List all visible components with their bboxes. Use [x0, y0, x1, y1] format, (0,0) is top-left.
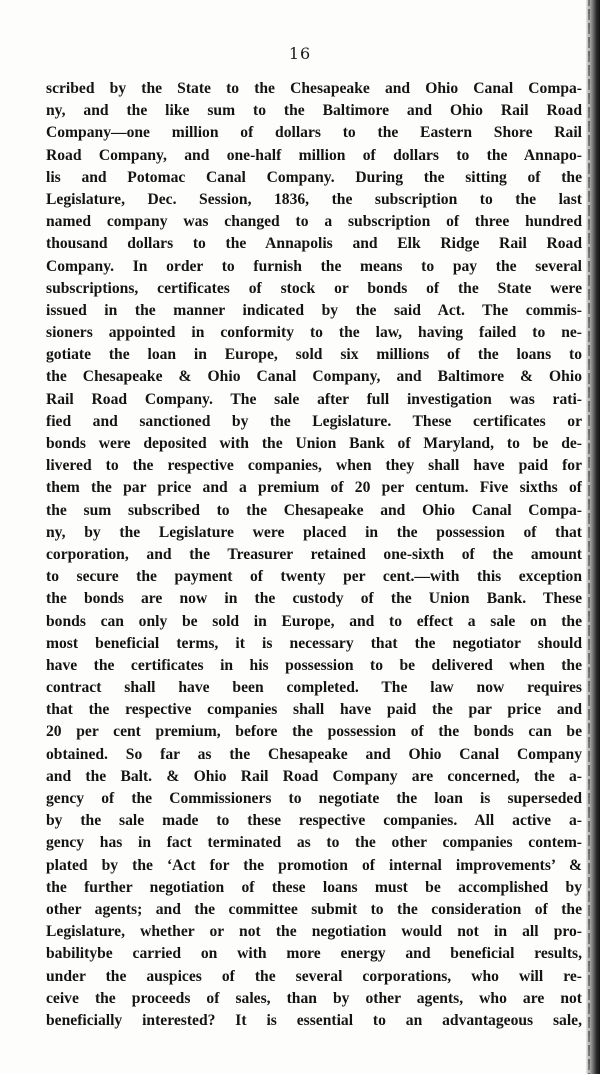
text-line: fied and sanctioned by the Legislature. These certificates or — [46, 412, 582, 430]
text-line: and the Balt. & Ohio Rail Road Company are concerned, the a- — [46, 767, 582, 785]
text-line: other agents; and the committee submit to the consideration of the — [46, 900, 582, 918]
text-line: that the respective companies shall have paid the par price and — [46, 701, 582, 719]
text-line: thousand dollars to the Annapolis and Elk Ridge Rail Road — [46, 235, 582, 253]
text-line: babilitybe carried on with more energy and beneficial results, — [46, 945, 582, 963]
text-line: beneficially interested? It is essential to an advantageous sale, — [46, 1011, 582, 1029]
text-line: 20 per cent premium, before the possession of the bonds can be — [46, 723, 582, 741]
text-line: have the certificates in his possession to be delivered when the — [46, 656, 582, 674]
text-line: corporation, and the Treasurer retained one-sixth of the amount — [46, 545, 582, 563]
text-line: ceive the proceeds of sales, than by other agents, who are not — [46, 989, 582, 1007]
text-line: lis and Potomac Canal Company. During the sitting of the — [46, 168, 582, 186]
text-line: sioners appointed in conformity to the law, having failed to ne- — [46, 324, 582, 342]
text-line: ny, by the Legislature were placed in the possession of that — [46, 523, 582, 541]
text-line: subscriptions, certificates of stock or bonds of the State were — [46, 279, 582, 297]
book-binding-edge — [586, 0, 600, 1074]
text-line: the further negotiation of these loans must be accomplished by — [46, 878, 582, 896]
page-number: 16 — [288, 44, 312, 63]
text-line: contract shall have been completed. The law now requires — [46, 679, 582, 697]
body-text — [46, 78, 582, 1032]
text-line: gency has in fact terminated as to the other companies contem- — [46, 834, 582, 852]
text-line: them the par price and a premium of 20 per centum. Five sixths of — [46, 479, 582, 497]
text-line: Legislature, whether or not the negotiation would not in all pro- — [46, 923, 582, 941]
text-line: bonds can only be sold in Europe, and to effect a sale on the — [46, 612, 582, 630]
text-line: Rail Road Company. The sale after full investigation was rati- — [46, 390, 582, 408]
text-line: by the sale made to these respective companies. All active a- — [46, 812, 582, 830]
text-line: gency of the Commissioners to negotiate the loan is superseded — [46, 790, 582, 807]
text-line: the bonds are now in the custody of the Union Bank. These — [46, 590, 582, 608]
text-line: gotiate the loan in Europe, sold six millions of the loans to — [46, 346, 582, 364]
text-line: Company—one million of dollars to the Eastern Shore Rail — [46, 124, 582, 142]
text-line: livered to the respective companies, when they shall have paid for — [46, 457, 582, 475]
text-line: scribed by the State to the Chesapeake and Ohio Canal Compa- — [46, 80, 582, 97]
text-line: under the auspices of the several corporations, who will re- — [46, 967, 582, 985]
text-line: plated by the ‘Act for the promotion of internal improvements’ & — [46, 856, 582, 874]
text-line: bonds were deposited with the Union Bank of Maryland, to be de- — [46, 435, 582, 452]
text-line: issued in the manner indicated by the said Act. The commis- — [46, 301, 582, 319]
text-line: named company was changed to a subscription of three hundred — [46, 213, 582, 231]
text-line: the sum subscribed to the Chesapeake and Ohio Canal Compa- — [46, 501, 582, 519]
text-line: obtained. So far as the Chesapeake and Ohio Canal Company — [46, 745, 582, 763]
text-line: ny, and the like sum to the Baltimore and Ohio Rail Road — [46, 102, 582, 120]
text-line: most beneficial terms, it is necessary that the negotiator should — [46, 634, 582, 652]
text-line: Legislature, Dec. Session, 1836, the subscription to the last — [46, 190, 582, 208]
text-line: Road Company, and one-half million of dollars to the Annapo- — [46, 146, 582, 164]
text-line: the Chesapeake & Ohio Canal Company, and Baltimore & Ohio — [46, 368, 582, 386]
text-line: Company. In order to furnish the means to pay the several — [46, 257, 582, 275]
text-line: to secure the payment of twenty per cent.—with this exception — [46, 568, 582, 586]
